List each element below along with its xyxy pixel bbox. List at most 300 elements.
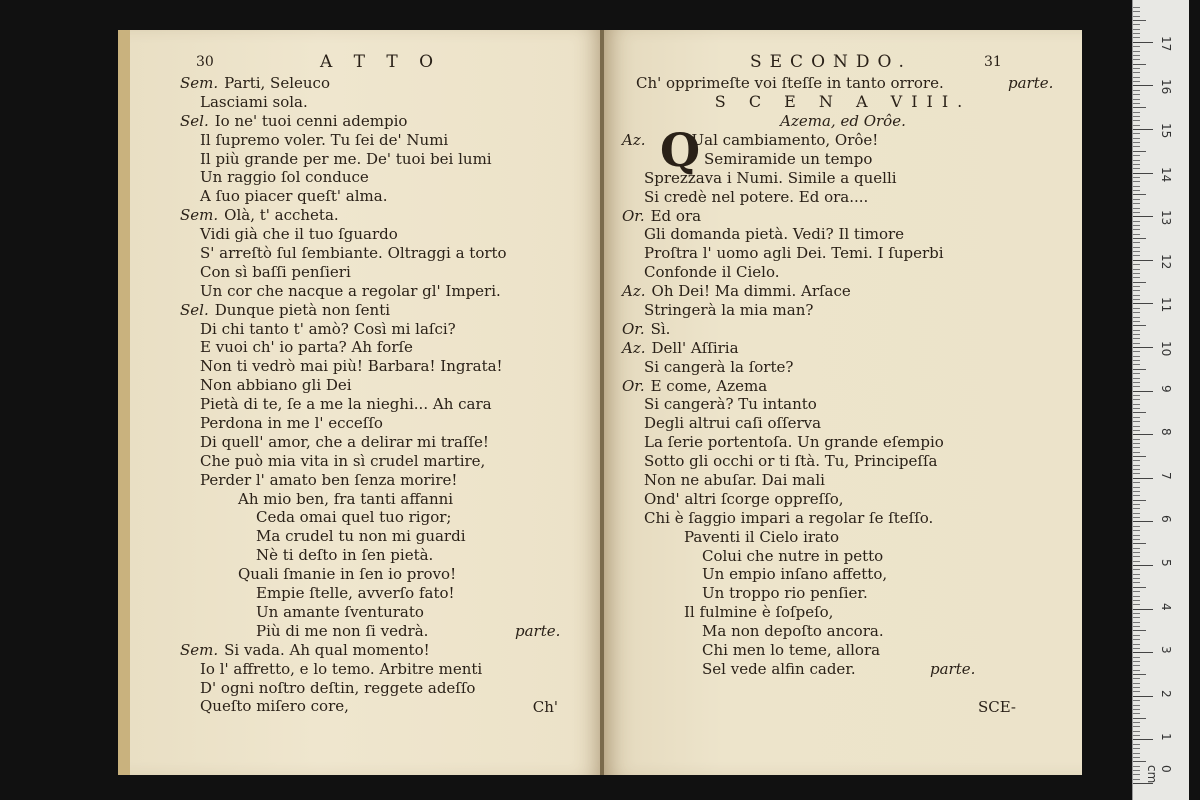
ruler-label: 8 — [1159, 428, 1173, 436]
ruler-tick — [1133, 208, 1140, 209]
speaker-label: Sel. — [180, 300, 209, 319]
ruler-tick — [1133, 369, 1146, 370]
right-page — [604, 30, 1082, 775]
verse-text-span: Chi men lo teme, allora — [702, 641, 881, 660]
verse-text-span: Confonde il Cielo. — [644, 263, 780, 282]
ruler-tick — [1133, 530, 1140, 531]
ruler-tick — [1133, 395, 1140, 396]
ruler-tick — [1133, 739, 1153, 740]
ruler-tick — [1133, 308, 1140, 309]
ruler-tick — [1133, 203, 1140, 204]
verse-text-span: Di chi tanto t' amò? Così mi laſci? — [200, 319, 456, 338]
verse-line — [604, 603, 1082, 622]
verse-text-span: E come, Azema — [650, 376, 768, 395]
verse-text-span: D' ogni noſtro deſtin, reggete adeſſo — [200, 678, 476, 697]
ruler-label: 12 — [1159, 253, 1173, 270]
ruler-tick — [1133, 391, 1153, 392]
ruler-tick — [1133, 20, 1146, 21]
verse-text-span: Paventi il Cielo irato — [684, 527, 840, 546]
ruler-tick — [1133, 696, 1153, 697]
verse-line — [130, 508, 602, 527]
ruler-tick — [1133, 753, 1140, 754]
ruler-tick — [1133, 487, 1140, 488]
ruler-tick — [1133, 221, 1140, 222]
verse-line — [130, 301, 602, 320]
catchword: Ch' — [532, 698, 558, 716]
verse-line — [130, 490, 602, 509]
ruler-tick — [1133, 251, 1140, 252]
ruler-tick — [1133, 735, 1140, 736]
verse-text-span: Semiramide un tempo — [704, 149, 873, 168]
ruler-tick — [1133, 569, 1140, 570]
ruler-tick — [1133, 508, 1140, 509]
verse-text-span: Io l' affretto, e lo temo. Arbitre menti — [200, 659, 483, 678]
ruler-tick — [1133, 229, 1140, 230]
verse-line — [604, 622, 1082, 641]
ruler-tick — [1133, 247, 1140, 248]
ruler-tick — [1133, 548, 1140, 549]
ruler-tick — [1133, 635, 1140, 636]
ruler-tick — [1133, 155, 1140, 156]
ruler-tick — [1133, 495, 1140, 496]
ruler-tick — [1133, 273, 1140, 274]
verse-line — [604, 320, 1082, 339]
ruler-tick — [1133, 286, 1140, 287]
verse-line — [130, 452, 602, 471]
verse-text-span: Gli domanda pietà. Vedi? Il timore — [644, 225, 905, 244]
verse-text-span: Sprezzava i Numi. Simile a quelli — [644, 168, 897, 187]
verse-line — [130, 527, 602, 546]
verse-line — [130, 603, 602, 622]
ruler-tick — [1133, 55, 1140, 56]
ruler-tick — [1133, 713, 1140, 714]
verse-line — [130, 622, 602, 641]
ruler-tick — [1133, 578, 1140, 579]
ruler-tick — [1133, 766, 1140, 767]
verse-line: Ch' opprimeſte voi ſteſſe in tanto orrore. — [636, 74, 944, 92]
verse-line — [604, 509, 1082, 528]
verse-text-span: S' arreſtò ſul ſembiante. Oltraggi a torto — [200, 244, 507, 263]
verse-line — [130, 697, 602, 716]
verse-line — [604, 358, 1082, 377]
verse-line — [130, 187, 602, 206]
ruler-tick — [1133, 199, 1140, 200]
ruler-tick — [1133, 59, 1140, 60]
running-head: SECONDO. — [750, 52, 912, 72]
verse-text-span: Ual cambiamento, Orôe! — [691, 131, 879, 149]
ruler-tick — [1133, 626, 1140, 627]
ruler-tick — [1133, 81, 1140, 82]
ruler-label: 6 — [1159, 515, 1173, 524]
ruler-tick — [1133, 491, 1140, 492]
verse-text-span: Ah mio ben, fra tanti affanni — [238, 489, 454, 508]
ruler-tick — [1133, 77, 1140, 78]
verse-text-span: Si credè nel potere. Ed ora.... — [644, 187, 869, 206]
ruler-tick — [1133, 68, 1140, 69]
ruler-tick — [1133, 535, 1140, 536]
verse-line — [604, 584, 1082, 603]
ruler-tick — [1133, 617, 1140, 618]
ruler-tick — [1133, 321, 1140, 322]
ruler-tick — [1133, 303, 1153, 304]
verse-line — [130, 225, 602, 244]
ruler-tick — [1133, 726, 1140, 727]
ruler-tick — [1133, 212, 1140, 213]
verse-text-span: Un amante ſventurato — [256, 602, 424, 621]
ruler-tick — [1133, 465, 1140, 466]
ruler-tick — [1133, 556, 1140, 557]
verse-line — [604, 225, 1082, 244]
verse-text-span: Lasciami sola. — [200, 92, 308, 111]
verse-line — [604, 339, 1082, 358]
verse-line — [604, 301, 1082, 320]
verse-line — [604, 490, 1082, 509]
verse-text-span: Proſtra l' uomo agli Dei. Temi. I ſuperbi — [644, 244, 944, 263]
ruler-tick — [1133, 164, 1140, 165]
ruler-label: 3 — [1159, 646, 1173, 654]
ruler-tick — [1133, 478, 1153, 479]
ruler-tick — [1133, 574, 1140, 575]
ruler-tick — [1133, 51, 1140, 52]
ruler-tick — [1133, 482, 1140, 483]
scene-title: S C E N A VIII. — [714, 92, 972, 111]
verse-line — [604, 471, 1082, 490]
ruler-tick — [1133, 665, 1140, 666]
ruler-tick — [1133, 290, 1140, 291]
verse-text-span: Sì. — [650, 319, 671, 338]
ruler-tick — [1133, 639, 1140, 640]
verse-text-span: Non abbiano gli Dei — [200, 376, 352, 395]
scene-persons: Azema, ed Orôe. — [780, 112, 906, 130]
ruler-tick — [1133, 731, 1140, 732]
ruler-tick — [1133, 517, 1140, 518]
ruler-tick — [1133, 770, 1140, 771]
ruler-tick — [1133, 779, 1140, 780]
ruler-tick — [1133, 678, 1140, 679]
ruler-label: 13 — [1159, 210, 1173, 226]
ruler-label: 0 cm — [1145, 765, 1173, 784]
ruler-tick — [1133, 330, 1140, 331]
verse-text-span: Che può mia vita in sì crudel martire, — [200, 451, 486, 470]
ruler-tick — [1133, 42, 1153, 43]
verse-text-span: Perder l' amato ben ſenza morire! — [200, 470, 458, 489]
ruler-tick — [1133, 404, 1140, 405]
verse-text-span: Degli altrui caſi oſſerva — [644, 414, 822, 433]
ruler-tick — [1133, 539, 1140, 540]
ruler-tick — [1133, 596, 1140, 597]
verse-line — [130, 206, 602, 225]
ruler-tick — [1133, 11, 1140, 12]
stage-direction: parte. — [1008, 74, 1054, 92]
verse-line — [604, 282, 1082, 301]
ruler-tick — [1133, 343, 1140, 344]
ruler-tick — [1133, 64, 1146, 65]
ruler-tick — [1133, 561, 1140, 562]
ruler-tick — [1133, 439, 1140, 440]
verse-line — [604, 547, 1082, 566]
verse-line — [130, 357, 602, 376]
ruler-tick — [1133, 386, 1140, 387]
ruler-label: 1 — [1159, 733, 1173, 742]
verse-line — [130, 93, 602, 112]
ruler-tick — [1133, 16, 1140, 17]
ruler-tick — [1133, 426, 1140, 427]
ruler-tick — [1133, 412, 1146, 413]
ruler-tick — [1133, 160, 1140, 161]
verse-line — [130, 320, 602, 339]
page-number: 31 — [984, 54, 1002, 70]
ruler-tick — [1133, 434, 1153, 435]
ruler-tick — [1133, 299, 1140, 300]
ruler-tick — [1133, 417, 1140, 418]
ruler-label: 15 — [1159, 123, 1173, 139]
verse-line — [130, 244, 602, 263]
ruler-label: 9 — [1159, 384, 1173, 393]
ruler-tick — [1133, 652, 1153, 653]
verse-line — [130, 679, 602, 698]
ruler-tick — [1133, 430, 1140, 431]
verse-line — [130, 338, 602, 357]
verse-text-span: Ond' altri ſcorge oppreſſo, — [644, 489, 844, 508]
verse-text-span: Ma non depoſto ancora. — [702, 622, 884, 641]
ruler-tick — [1133, 447, 1140, 448]
verse-line — [130, 168, 602, 187]
verse-line — [604, 528, 1082, 547]
verse-line — [130, 74, 602, 93]
ruler-tick — [1133, 500, 1146, 501]
ruler-tick — [1133, 469, 1140, 470]
verse-line — [604, 433, 1082, 452]
verse-text-span: Si cangerà? Tu intanto — [644, 395, 817, 414]
ruler-tick — [1133, 282, 1146, 283]
ruler-tick — [1133, 186, 1140, 187]
catchword: SCE- — [977, 698, 1016, 716]
verse-line — [604, 377, 1082, 396]
ruler-tick — [1133, 604, 1140, 605]
ruler-label: 17 — [1159, 35, 1173, 52]
verse-text-span: Quali ſmanie in ſen io provo! — [238, 565, 457, 584]
verse-line — [604, 263, 1082, 282]
verse-text-span: La ſerie portentoſa. Un grande eſempio — [644, 433, 944, 452]
ruler-label: 11 — [1159, 297, 1173, 313]
ruler-tick — [1133, 234, 1140, 235]
ruler-tick — [1133, 630, 1146, 631]
verse-text-span: Io ne' tuoi cenni adempio — [214, 111, 408, 130]
ruler-tick — [1133, 709, 1140, 710]
ruler-tick — [1133, 473, 1140, 474]
verse-line — [604, 244, 1082, 263]
ruler-tick — [1133, 168, 1140, 169]
verse-line — [604, 207, 1082, 226]
ruler-tick — [1133, 29, 1140, 30]
speaker-label: Sel. — [180, 111, 209, 130]
verse-text-span: Il ſupremo voler. Tu ſei de' Numi — [200, 130, 449, 149]
verse-text-span: Si cangerà la ſorte? — [644, 357, 794, 376]
verse-line — [130, 641, 602, 660]
ruler-tick — [1133, 194, 1146, 195]
ruler-tick — [1133, 107, 1146, 108]
verse-line — [604, 414, 1082, 433]
verse-line — [604, 150, 1082, 169]
ruler-tick — [1133, 151, 1146, 152]
ruler-tick — [1133, 334, 1140, 335]
stage-direction: parte. — [930, 659, 976, 678]
ruler-tick — [1133, 543, 1146, 544]
ruler-tick — [1133, 225, 1140, 226]
verse-text-span: Oh Dei! Ma dimmi. Arſace — [651, 282, 851, 301]
ruler-tick — [1133, 216, 1153, 217]
ruler-tick — [1133, 373, 1140, 374]
verse-text-span: Il fulmine è ſoſpeſo, — [684, 603, 834, 622]
speaker-label: Sem. — [180, 74, 219, 92]
verse-line — [130, 660, 602, 679]
verse-line — [604, 452, 1082, 471]
ruler-tick — [1133, 378, 1140, 379]
page-number: 30 — [196, 54, 214, 70]
ruler-tick — [1133, 657, 1140, 658]
ruler-label: 2 — [1159, 689, 1173, 698]
ruler-tick — [1133, 295, 1140, 296]
ruler-tick — [1133, 421, 1140, 422]
running-head: A T T O — [320, 52, 442, 72]
ruler-tick — [1133, 722, 1140, 723]
verse-text-span: Un cor che nacque a regolar gl' Imperi. — [200, 281, 501, 300]
verse-text — [604, 131, 1082, 679]
ruler-tick — [1133, 72, 1140, 73]
drop-capital: Q — [660, 123, 701, 177]
ruler-tick — [1133, 242, 1140, 243]
ruler-tick — [1133, 347, 1153, 348]
verse-line — [130, 112, 602, 131]
ruler-tick — [1133, 112, 1140, 113]
ruler-label: 4 — [1159, 602, 1173, 611]
ruler-tick — [1133, 317, 1140, 318]
ruler-tick — [1133, 190, 1140, 191]
ruler-tick — [1133, 103, 1140, 104]
verse-text-span: Un troppo rio penſier. — [702, 584, 868, 603]
speaker-label: Az. — [622, 282, 646, 301]
verse-text-span: Queſto miſero core, — [200, 697, 349, 716]
verse-text-span: Parti, Seleuco — [224, 74, 330, 92]
verse-line — [130, 376, 602, 395]
speaker-label: Sem. — [180, 206, 219, 225]
ruler-tick — [1133, 504, 1140, 505]
ruler-tick — [1133, 138, 1140, 139]
ruler-label: 16 — [1159, 79, 1173, 95]
verse-line — [604, 188, 1082, 207]
ruler-tick — [1133, 622, 1140, 623]
first-line — [636, 74, 1082, 93]
ruler-tick — [1133, 116, 1140, 117]
ruler-tick — [1133, 338, 1140, 339]
ruler-tick — [1133, 582, 1140, 583]
ruler-tick — [1133, 757, 1140, 758]
ruler-tick — [1133, 565, 1153, 566]
ruler-tick — [1133, 687, 1140, 688]
verse-text-span: Vidi già che il tuo ſguardo — [200, 225, 398, 244]
verse-text-span: Sel vede alfin cader. — [702, 659, 856, 678]
ruler-tick — [1133, 382, 1140, 383]
verse-text-span: A ſuo piacer queſt' alma. — [200, 187, 388, 206]
ruler-tick — [1133, 325, 1146, 326]
ruler-tick — [1133, 600, 1140, 601]
verse-text-span: Un raggio ſol conduce — [200, 168, 369, 187]
verse-line — [130, 546, 602, 565]
ruler-tick — [1133, 177, 1140, 178]
verse-line — [130, 414, 602, 433]
measurement-ruler — [1132, 0, 1189, 800]
ruler-tick — [1133, 125, 1140, 126]
ruler-label: 5 — [1159, 559, 1173, 567]
verse-text-span: Si vada. Ah qual momento! — [224, 640, 430, 659]
verse-line — [130, 471, 602, 490]
verse-text-span: Perdona in me l' ecceſſo — [200, 414, 383, 433]
ruler-tick — [1133, 173, 1153, 174]
ruler-tick — [1133, 146, 1140, 147]
ruler-tick — [1133, 408, 1140, 409]
ruler-tick — [1133, 670, 1140, 671]
ruler-tick — [1133, 255, 1140, 256]
ruler-tick — [1133, 526, 1140, 527]
verse-text — [130, 74, 602, 716]
ruler-tick — [1133, 260, 1153, 261]
speaker-label: Az. — [622, 131, 646, 149]
ruler-tick — [1133, 33, 1140, 34]
verse-text-span: Pietà di te, ſe a me la nieghi... Ah cara — [200, 395, 492, 414]
verse-text-span: Colui che nutre in petto — [702, 546, 884, 565]
ruler-tick — [1133, 705, 1140, 706]
verse-text-span: Olà, t' accheta. — [224, 206, 339, 225]
verse-line — [604, 395, 1082, 414]
ruler-tick — [1133, 452, 1140, 453]
verse-text-span: Chi è ſaggio impari a regolar ſe ſteſſo. — [644, 508, 934, 527]
verse-line — [604, 641, 1082, 660]
verse-line — [130, 565, 602, 584]
stage-direction: parte. — [515, 621, 561, 640]
verse-line — [604, 131, 1082, 150]
ruler-tick — [1133, 648, 1140, 649]
verse-text-span: Empie ſtelle, avverſo fato! — [256, 584, 455, 603]
ruler-tick — [1133, 691, 1140, 692]
ruler-tick — [1133, 700, 1140, 701]
ruler-tick — [1133, 360, 1140, 361]
verse-text-span: Sotto gli occhi or ti ſtà. Tu, Principeſſa — [644, 452, 938, 471]
verse-line — [130, 263, 602, 282]
ruler-tick — [1133, 46, 1140, 47]
verse-text-span: E vuoi ch' io parta? Ah forſe — [200, 338, 413, 357]
ruler-tick — [1133, 613, 1140, 614]
ruler-tick — [1133, 521, 1153, 522]
ruler-tick — [1133, 399, 1140, 400]
ruler-tick — [1133, 513, 1140, 514]
ruler-tick — [1133, 356, 1140, 357]
verse-text-span: Nè ti deſto in ſen pietà. — [256, 546, 434, 565]
ruler-tick — [1133, 129, 1153, 130]
ruler-tick — [1133, 661, 1140, 662]
ruler-tick — [1133, 683, 1140, 684]
ruler-tick — [1133, 99, 1140, 100]
ruler-label: 14 — [1159, 166, 1173, 182]
verse-line — [130, 131, 602, 150]
ruler-tick — [1133, 312, 1140, 313]
ruler-tick — [1133, 133, 1140, 134]
ruler-tick — [1133, 277, 1140, 278]
verse-text-span: Ed ora — [650, 206, 702, 225]
ruler-tick — [1133, 85, 1153, 86]
verse-text-span: Più di me non ſi vedrà. — [256, 621, 429, 640]
ruler-tick — [1133, 94, 1140, 95]
verse-text-span: Ma crudel tu non mi guardi — [256, 527, 466, 546]
